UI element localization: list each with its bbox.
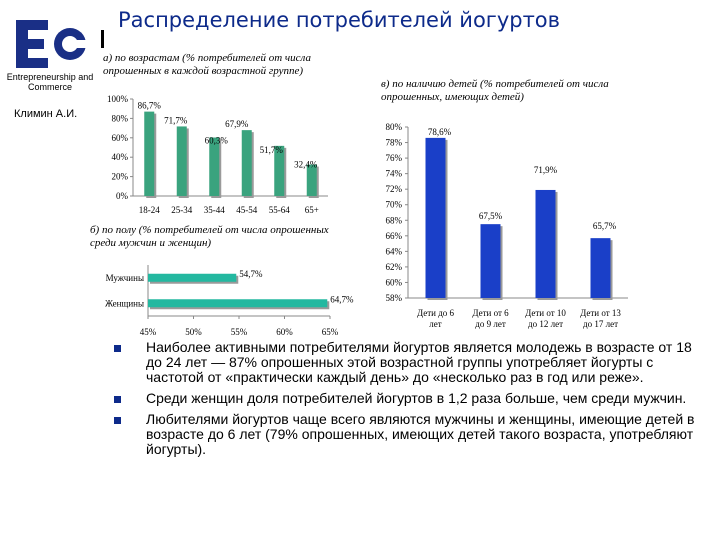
gender-bar bbox=[148, 299, 327, 307]
bullet-item bbox=[112, 412, 702, 457]
chart-gender-title: б) по полу (% потребителей от числа опрошенных среди мужчин и женщин) bbox=[90, 224, 329, 249]
children-x-tick-label: Дети от 10 bbox=[525, 308, 566, 318]
children-data-label: 65,7% bbox=[592, 221, 617, 232]
children-y-tick-label: 76% bbox=[385, 153, 402, 164]
children-y-tick-label: 68% bbox=[385, 215, 402, 226]
children-x-tick-label: Дети от 13 bbox=[580, 308, 621, 318]
children-bar bbox=[481, 224, 501, 298]
age-x-tick-label: 65+ bbox=[304, 205, 319, 215]
chart-age-title: а) по возрастам (% потребителей от числа опрошенных в каждой возрастной группе) bbox=[103, 52, 311, 77]
age-data-label: 51,7% bbox=[259, 144, 283, 155]
bullet-icon bbox=[114, 417, 121, 424]
gender-bar bbox=[148, 274, 236, 282]
age-data-label: 67,9% bbox=[225, 119, 249, 130]
age-y-tick-label: 80% bbox=[111, 113, 128, 124]
age-y-tick-label: 40% bbox=[111, 152, 128, 163]
gender-category-label: Мужчины bbox=[105, 272, 144, 283]
bullet-text: Наиболее активными потребителями йогуртов является молодежь в возрасте от 18 до 24 лет — 87% опрошенных этой возрастной группы употребляет йогурты с частотой от «практически каждый день» до «несколько раз в год или реже». bbox=[146, 339, 692, 385]
gender-x-tick-label: 65% bbox=[321, 327, 339, 337]
chart-children-title: в) по наличию детей (% потребителей от числа опрошенных, имеющих детей) bbox=[381, 78, 609, 103]
children-data-label: 78,6% bbox=[427, 126, 452, 137]
bullet-list bbox=[112, 340, 702, 463]
children-y-tick-label: 58% bbox=[385, 293, 402, 303]
children-bar bbox=[591, 238, 611, 298]
age-bar bbox=[209, 138, 219, 196]
children-x-tick-label-line2: до 17 лет bbox=[583, 319, 618, 329]
age-x-tick-label: 35-44 bbox=[203, 205, 225, 215]
bullet-item bbox=[112, 391, 702, 406]
age-x-tick-label: 45-54 bbox=[236, 205, 258, 215]
gender-x-tick-label: 45% bbox=[139, 327, 157, 337]
age-x-tick-label: 25-34 bbox=[171, 205, 193, 215]
children-y-tick-label: 72% bbox=[385, 184, 402, 195]
children-bar bbox=[536, 190, 556, 298]
children-y-tick-label: 62% bbox=[385, 261, 402, 272]
gender-data-label: 54,7% bbox=[239, 268, 263, 279]
bullet-text: Любителями йогуртов чаще всего являются мужчины и женщины, имеющие детей в возрасте до 6 лет (79% опрошенных, имеющих детей такого возраста, употребляют йогурты). bbox=[146, 411, 695, 457]
page-title: Распределение потребителей йогуртов bbox=[118, 8, 561, 32]
logo-subtitle: Entrepreneurship and Commerce bbox=[6, 72, 94, 92]
age-y-tick-label: 60% bbox=[111, 132, 128, 143]
gender-x-tick-label: 60% bbox=[276, 327, 293, 337]
children-y-tick-label: 60% bbox=[385, 277, 402, 288]
age-data-label: 86,7% bbox=[137, 100, 161, 111]
children-y-tick-label: 70% bbox=[385, 199, 402, 210]
children-bar bbox=[426, 138, 446, 298]
age-y-tick-label: 0% bbox=[116, 191, 128, 201]
bullet-icon bbox=[114, 345, 121, 352]
gender-x-tick-label: 50% bbox=[185, 327, 202, 337]
age-bar bbox=[177, 126, 187, 196]
gender-x-tick-label: 55% bbox=[230, 327, 248, 337]
children-data-label: 67,5% bbox=[478, 211, 503, 222]
children-y-tick-label: 66% bbox=[385, 230, 402, 241]
children-x-tick-label: Дети до 6 bbox=[416, 308, 455, 318]
age-data-label: 60,3% bbox=[204, 135, 228, 146]
children-y-tick-label: 74% bbox=[385, 168, 402, 179]
children-y-tick-label: 80% bbox=[385, 122, 402, 132]
age-bar bbox=[242, 130, 252, 196]
age-data-label: 32,4% bbox=[294, 159, 318, 170]
children-y-tick-label: 78% bbox=[385, 137, 402, 148]
age-y-tick-label: 20% bbox=[111, 171, 128, 182]
age-x-tick-label: 18-24 bbox=[138, 205, 160, 215]
bullet-item bbox=[112, 340, 702, 385]
age-bar bbox=[144, 112, 154, 196]
age-y-tick-label: 100% bbox=[107, 94, 128, 104]
children-y-tick-label: 64% bbox=[385, 246, 402, 257]
gender-category-label: Женщины bbox=[104, 298, 144, 309]
children-x-tick-label-line2: лет bbox=[429, 319, 442, 329]
age-x-tick-label: 55-64 bbox=[268, 205, 290, 215]
children-x-tick-label-line2: до 12 лет bbox=[528, 319, 563, 329]
children-data-label: 71,9% bbox=[533, 164, 558, 175]
children-x-tick-label: Дети от 6 bbox=[472, 308, 509, 318]
author-name: Климин А.И. bbox=[14, 108, 78, 120]
gender-data-label: 64,7% bbox=[330, 294, 354, 305]
age-data-label: 71,7% bbox=[164, 115, 188, 126]
bullet-icon bbox=[114, 396, 121, 403]
children-x-tick-label-line2: до 9 лет bbox=[475, 319, 506, 329]
bullet-text: Среди женщин доля потребителей йогуртов в 1,2 раза больше, чем среди мужчин. bbox=[146, 390, 687, 406]
